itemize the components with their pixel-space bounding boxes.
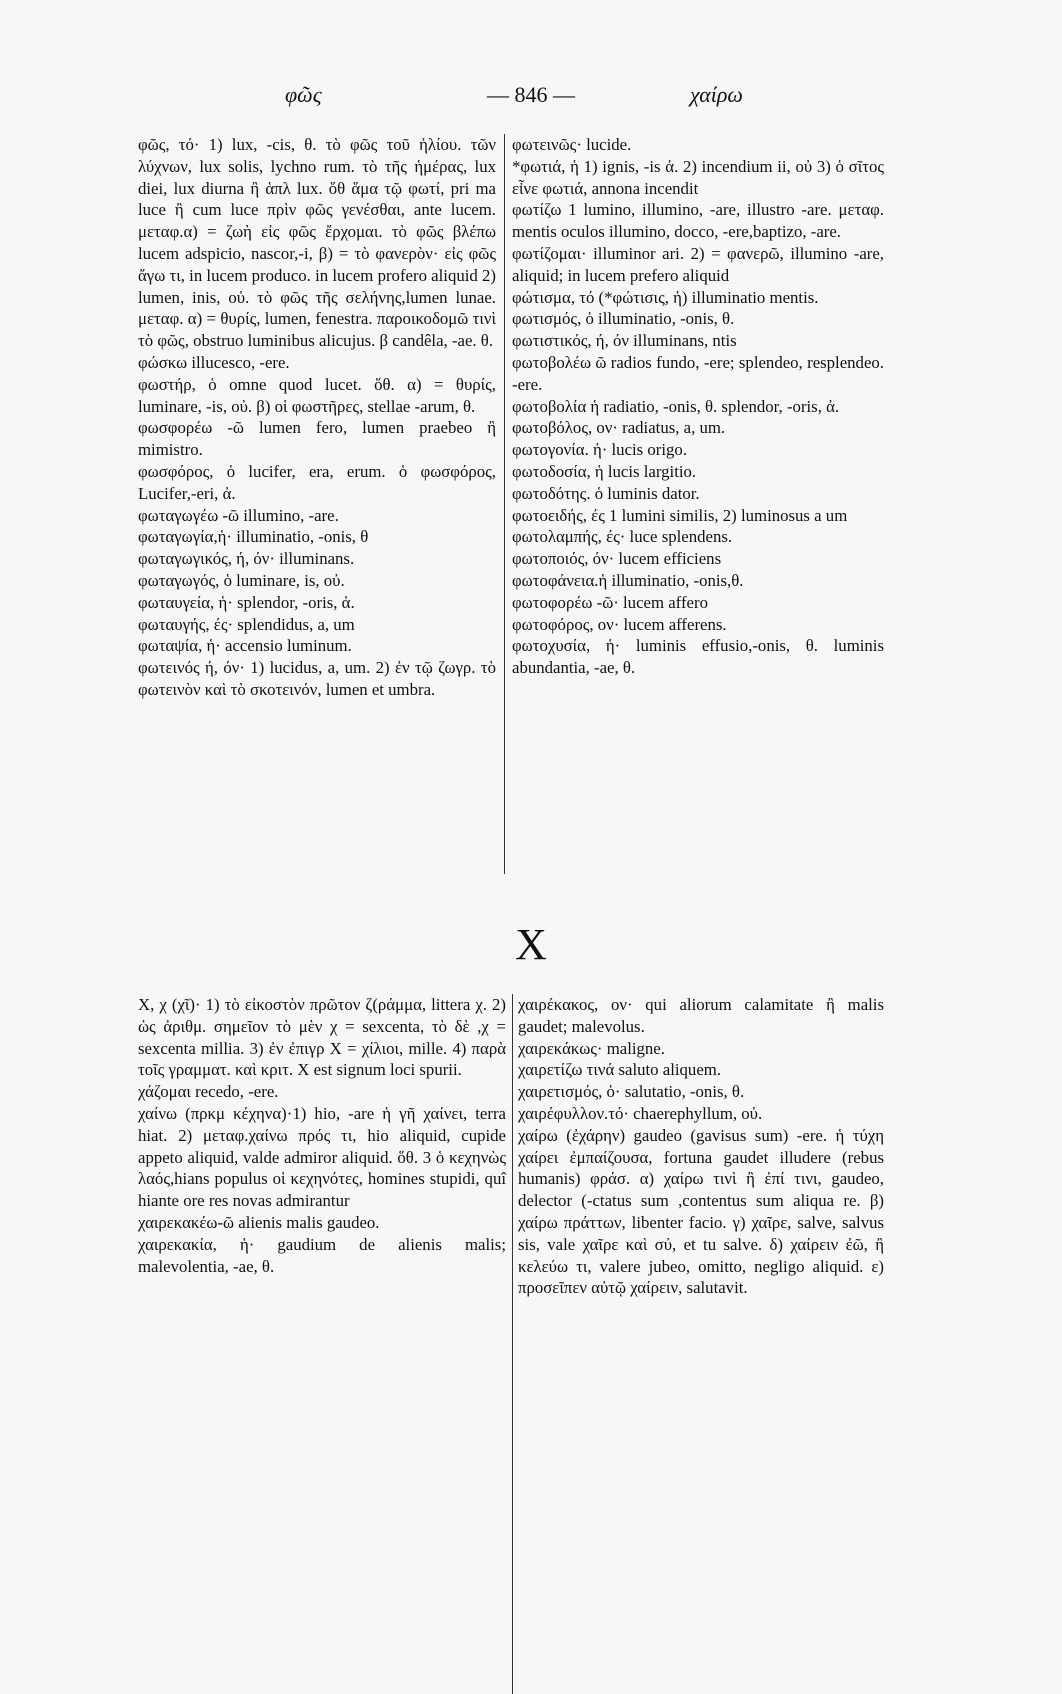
dictionary-entry: φῶς, τό· 1) lux, -cis, θ. τὸ φῶς τοῦ ἡλίου. τῶν λύχνων, lux solis, lychno rum. τὸ τῆς ἡμέρας, lux diei, lux diurna ἢ ἁπλ lux. ὅθ ἅμα τῷ φωτί, pri ma luce ἢ cum luce πρὶν φῶς γενέσθαι, ante lucem. μεταφ.α) = ζωὴ εἰς φῶς ἔρχομαι. τὸ φῶς βλέπω lucem adspicio, nascor,-i, β) = τὸ φανερὸν· εἰς φῶς ἄγω τι, in lucem produco. in lucem profero aliquid 2) lumen, inis, οὐ. τὸ φῶς τῆς σελήνης,lumen lunae. μεταφ. α) = θυρίς, lumen, fenestra. παροικοδομῶ τινὶ τὸ φῶς, obstruo luminibus alicujus. β candêla, -ae. θ.: [138, 135, 496, 351]
dictionary-entry: χαίρω (ἐχάρην) gaudeo (gavisus sum) -ere. ἡ τύχη χαίρει ἐμπαίζουσα, fortuna gaudet illudere (rebus humanis) φράσ. α) χαίρω τινὶ ἢ ἐπί τινι, gaudeo, delector (-ctatus sum ,contentus sum aliqua re. β) χαίρω πράττων, libenter facio. γ) χαῖρε, salve, salvus sis, vale χαῖρε καὶ σύ, et tu salve. δ) χαίρειν ἐῶ, ἢ κελεύω τι, valere jubeo, omitto, negligo aliquid. ε) προσεῖπεν αὐτῷ χαίρειν, salutavit.: [518, 1125, 884, 1298]
dictionary-entry: χαιρέκακος, ον· qui aliorum calamitate ἢ malis gaudet; malevolus.: [518, 995, 884, 1036]
dictionary-entry: φωτοφορέω -ῶ· lucem affero: [512, 592, 708, 612]
dictionary-entry: φωταγωγικός, ή, όν· illuminans.: [138, 549, 355, 569]
dictionary-entry: φωσφόρος, ὁ lucifer, era, erum. ὁ φωσφόρος, Lucifer,-eri, ἀ.: [138, 461, 496, 503]
dictionary-entry: χαιρεκακέω-ῶ alienis malis gaudeo.: [138, 1212, 380, 1232]
dictionary-entry: φωταγωγία,ἡ· illuminatio, -onis, θ: [138, 527, 369, 547]
dictionary-entry: χαιρέφυλλον.τό· chaerephyllum, οὐ.: [518, 1103, 763, 1123]
column-divider: [512, 994, 513, 1694]
dictionary-entry: φωτοδότης. ὁ luminis dator.: [512, 483, 700, 503]
dictionary-entry: χαιρεκακία, ἡ· gaudium de alienis malis; malevolentia, -ae, θ.: [138, 1234, 506, 1276]
dictionary-entry: χαιρετίζω τινά saluto aliquem.: [518, 1060, 722, 1080]
dictionary-entry: φωτεινῶς· lucide.: [512, 135, 632, 154]
dictionary-entry: X, χ (χῖ)· 1) τὸ εἰκοστὸν πρῶτον ζ(ράμμα, littera χ. 2) ὡς ἀριθμ. σημεῖον τὸ μὲν χ = sexcenta, τὸ δὲ ,χ = sexcenta millia. 3) ἐν ἐπιγρ X = χίλιοι, mille. 4) παρὰ τοῖς γραμματ. καὶ κριτ. X est signum loci spurii.: [138, 995, 506, 1080]
dictionary-entry: φωταυγής, ές· splendidus, a, um: [138, 614, 355, 634]
dictionary-entry: φωτισμός, ὁ illuminatio, -onis, θ.: [512, 309, 735, 329]
dictionary-entry: φωταψία, ἡ· accensio luminum.: [138, 636, 352, 656]
dictionary-entry: φωστήρ, ὁ omne quod lucet. ὅθ. α) = θυρίς, luminare, -is, οὐ. β) οἱ φωστῆρες, stellae -arum, θ.: [138, 374, 496, 416]
column-bottom-right: [518, 994, 884, 1299]
dictionary-entry: χαίνω (πρκμ κέχηνα)·1) hio, -are ἡ γῆ χαίνει, terra hiat. 2) μεταφ.χαίνω πρός τι, hio aliquid, cupide appeto aliquid, valde admiror aliquid. ὅθ. 3 ὁ κεχηνὼς λαός,hians populus οἱ κεχηνότες, homines stupidi, quî hiante ore res novas admirantur: [138, 1103, 506, 1211]
dictionary-entry: φωταυγεία, ἡ· splendor, -oris, ἀ.: [138, 592, 355, 612]
dictionary-entry: φωτίζομαι· illuminor ari. 2) = φανερῶ, illumino -are, aliquid; in lucem prefero aliquid: [512, 243, 884, 285]
dictionary-entry: χαιρεκάκως· maligne.: [518, 1038, 665, 1058]
dictionary-entry: φωτιστικός, ή, όν illuminans, ntis: [512, 331, 737, 351]
dictionary-entry: φωταγωγός, ὁ luminare, is, οὐ.: [138, 570, 345, 590]
dictionary-entry: φωτοχυσία, ἡ· luminis effusio,-onis, θ. luminis abundantia, -ae, θ.: [512, 636, 884, 678]
dictionary-entry: φωταγωγέω -ῶ illumino, -are.: [138, 505, 339, 525]
dictionary-entry: φωτοφόρος, ον· lucem afferens.: [512, 614, 727, 634]
page-number: — 846 —: [487, 82, 575, 107]
dictionary-entry: φωτολαμπής, ές· luce splendens.: [512, 527, 733, 547]
section-letter-heading: X: [515, 920, 547, 969]
dictionary-entry: φωτοβολία ἡ radiatio, -onis, θ. splendor, -oris, ἀ.: [512, 396, 840, 416]
column-bottom-left: [138, 994, 506, 1277]
dictionary-entry: φώτισμα, τό (*φώτισις, ἡ) illuminatio mentis.: [512, 287, 819, 307]
dictionary-entry: φωτίζω 1 lumino, illumino, -are, illustro -are. μεταφ. mentis oculos illumino, docco, -ere,baptizo, -are.: [512, 200, 884, 242]
dictionary-entry: φωτοδοσία, ἡ lucis largitio.: [512, 461, 697, 481]
dictionary-entry: φωτογονία. ἡ· lucis origo.: [512, 440, 688, 460]
dictionary-entry: φωτοβόλος, ον· radiatus, a, um.: [512, 418, 726, 438]
running-head-right-word: χαίρω: [690, 82, 743, 107]
dictionary-entry: φωτοφάνεια.ἡ illuminatio, -onis,θ.: [512, 570, 744, 590]
column-top-right: [512, 134, 884, 679]
dictionary-entry: *φωτιά, ἡ 1) ignis, -is ἀ. 2) incendium ii, οὐ 3) ὁ σῖτος εἶνε φωτιά, annona incendit: [512, 156, 884, 198]
dictionary-entry: φωτοποιός, όν· lucem efficiens: [512, 549, 722, 569]
dictionary-entry: φωτοειδής, ές 1 lumini similis, 2) luminosus a um: [512, 505, 848, 525]
dictionary-entry: χάζομαι recedo, -ere.: [138, 1082, 279, 1102]
dictionary-entry: χαιρετισμός, ὁ· salutatio, -onis, θ.: [518, 1082, 745, 1102]
column-top-left: [138, 134, 496, 701]
column-divider: [504, 134, 505, 874]
dictionary-entry: φώσκω illucesco, -ere.: [138, 352, 290, 372]
dictionary-entry: φωτοβολέω ῶ radios fundo, -ere; splendeo, resplendeo. -ere.: [512, 352, 884, 394]
dictionary-entry: φωτεινός ή, όν· 1) lucidus, a, um. 2) ἐν τῷ ζωγρ. τὸ φωτεινὸν καὶ τὸ σκοτεινόν, lumen et umbra.: [138, 658, 496, 699]
dictionary-entry: φωσφορέω -ῶ lumen fero, lumen praebeo ἢ mimistro.: [138, 418, 496, 460]
running-head: [0, 78, 1062, 118]
running-head-left-word: φῶς: [285, 82, 322, 107]
